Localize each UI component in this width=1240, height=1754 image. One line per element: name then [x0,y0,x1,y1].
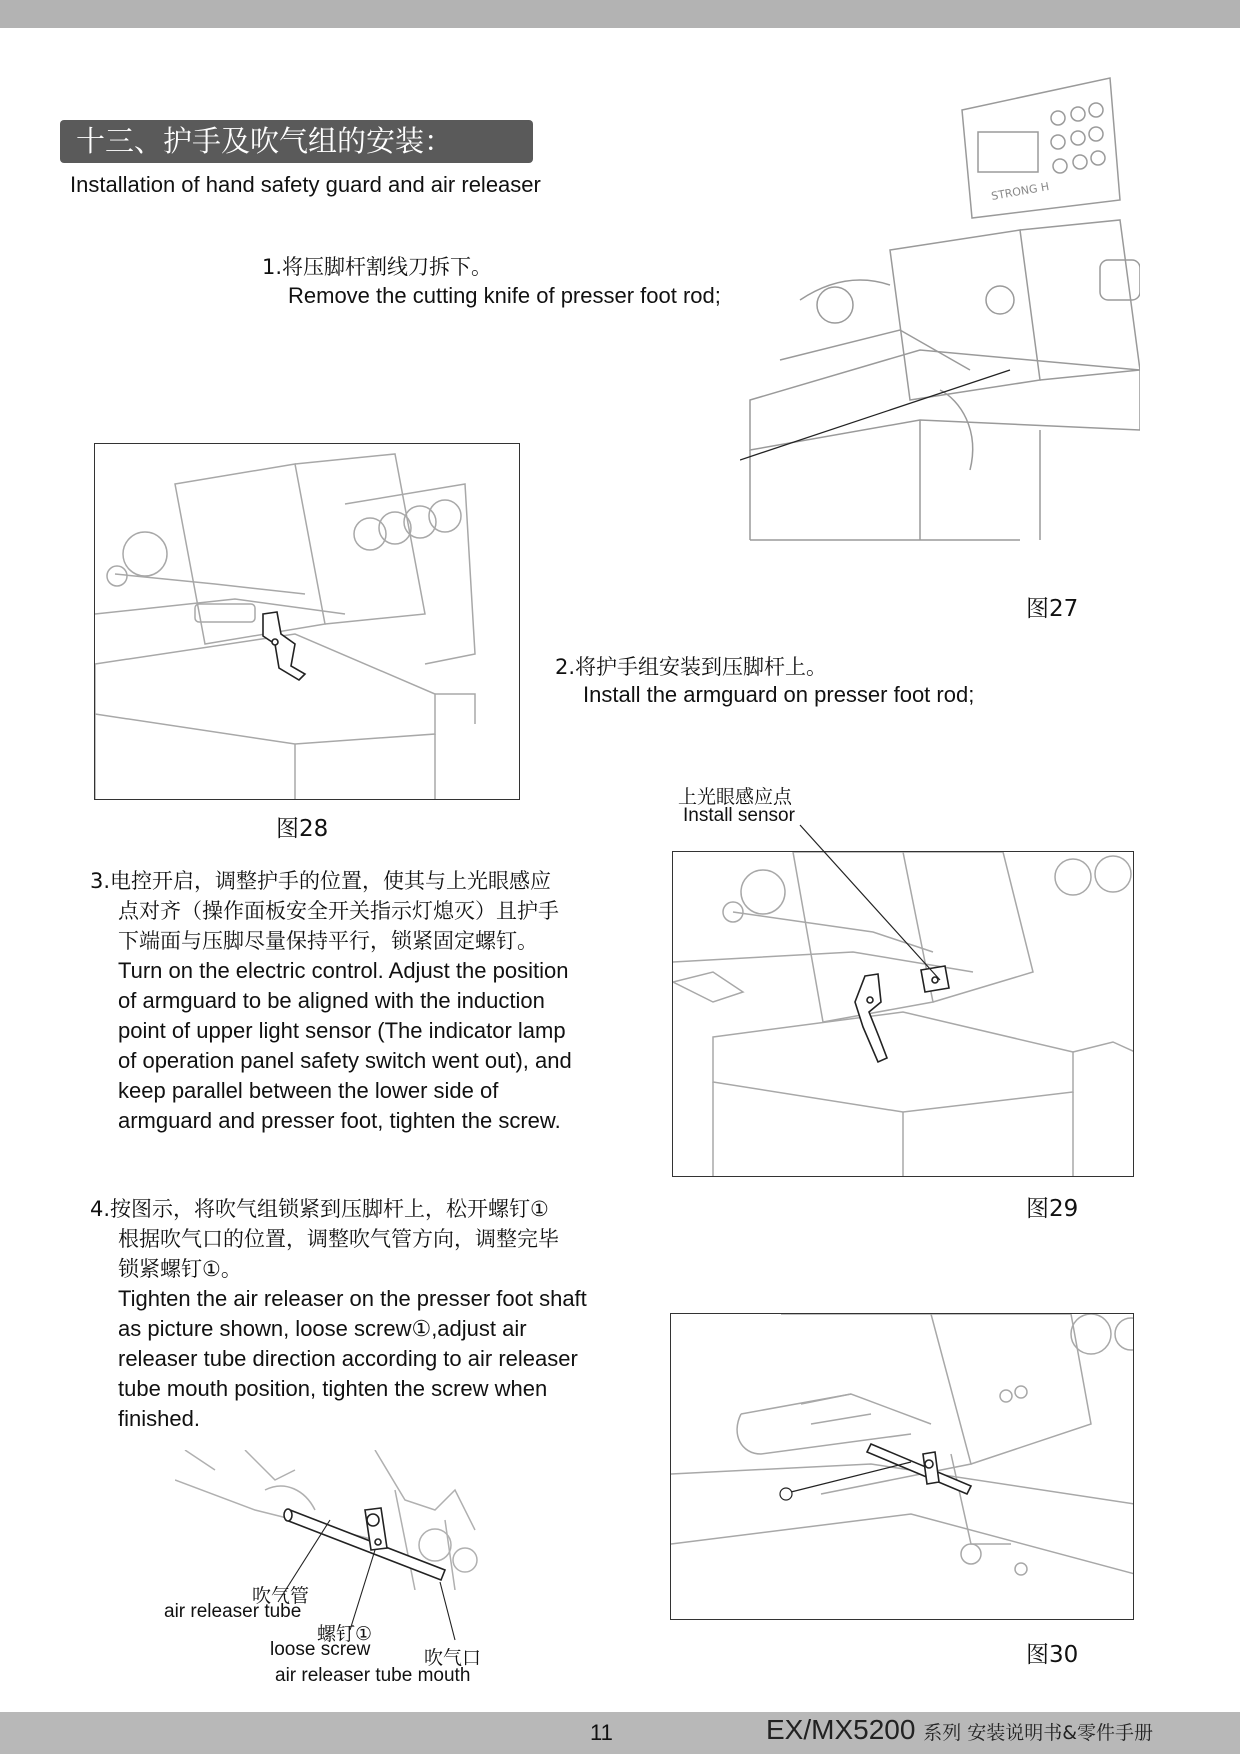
step4-en-line5: finished. [118,1406,200,1431]
step3-en-line3: point of upper light sensor (The indicator lamp [118,1018,566,1043]
step3-zh-line3: 下端面与压脚尽量保持平行，锁紧固定螺钉。 [118,929,538,953]
step4-text [90,1194,680,1434]
sensor-leader-line [790,820,970,1000]
mouth-label-en: air releaser tube mouth [275,1665,471,1686]
step3-en-line5: keep parallel between the lower side of [118,1078,499,1103]
step3-en-line4: of operation panel safety switch went out), and [118,1048,572,1073]
detail-leader-lines [250,1490,510,1650]
figure-27-illustration [740,70,1140,550]
sensor-label-en: Install sensor [683,805,795,826]
step4-en-line2: as picture shown, loose screw①,adjust air [118,1316,527,1341]
footer-title [766,1714,1153,1746]
step4-en-line3: releaser tube direction according to air releaser [118,1346,578,1371]
step2-zh: 2.将护手组安装到压脚杆上。 [555,655,828,679]
figure-27-caption: 图27 [1026,596,1079,622]
step3-zh-line2: 点对齐（操作面板安全开关指示灯熄灭）且护手 [118,899,559,923]
footer-model: EX/MX5200 [766,1714,916,1745]
figure-29-caption: 图29 [1026,1196,1079,1222]
step3-en-line1: Turn on the electric control. Adjust the position [118,958,569,983]
figure-28 [94,443,520,800]
figure-28-caption: 图28 [276,816,329,842]
step3-zh-line1: 3.电控开启，调整护手的位置，使其与上光眼感应 [90,869,552,893]
screw-label-en: loose screw [270,1639,371,1660]
step3-text [90,866,660,1136]
step3-en-line6: armguard and presser foot, tighten the screw. [118,1108,561,1133]
mouth-label-zh: 吹气口 [424,1647,482,1669]
step2-en: Install the armguard on presser foot rod; [583,682,975,707]
sensor-label-zh: 上光眼感应点 [678,786,793,808]
step4-zh-line3: 锁紧螺钉①。 [118,1257,242,1281]
step1-zh: 1.将压脚杆割线刀拆下。 [262,255,493,279]
page-number: 11 [590,1720,613,1745]
step4-en-line4: tube mouth position, tighten the screw when [118,1376,548,1401]
step4-zh-line2: 根据吹气口的位置，调整吹气管方向，调整完毕 [118,1227,559,1251]
figure-30 [670,1313,1134,1620]
footer-doc-title: 系列 安装说明书&零件手册 [923,1722,1154,1744]
section-title: 十三、护手及吹气组的安装： [60,120,533,163]
step4-en-line1: Tighten the air releaser on the presser foot shaft [118,1286,587,1311]
tube-label-zh: 吹气管 [252,1585,310,1607]
figure-30-caption: 图30 [1026,1642,1079,1668]
screw-label-zh: 螺钉① [317,1623,373,1645]
top-bar [0,0,1240,28]
step1-en: Remove the cutting knife of presser foot rod; [288,283,721,308]
step4-zh-line1: 4.按图示，将吹气组锁紧到压脚杆上，松开螺钉① [90,1197,549,1221]
section-subtitle: Installation of hand safety guard and air releaser [70,172,541,197]
step3-en-line2: of armguard to be aligned with the induction [118,988,545,1013]
panel-brand-text: STRONG H [990,179,1051,203]
tube-label-en: air releaser tube [164,1601,302,1622]
